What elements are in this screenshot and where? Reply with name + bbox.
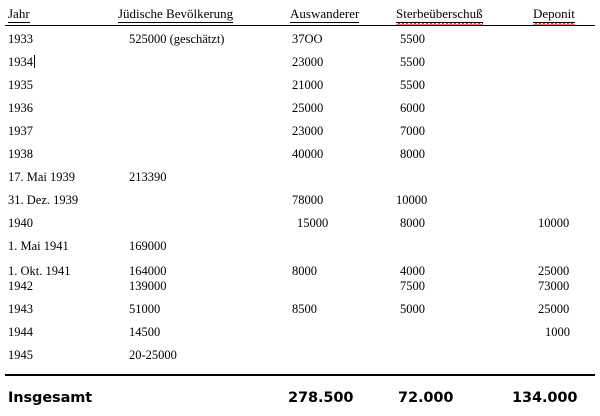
table-cell-jahr[interactable]: 1943 <box>8 302 33 316</box>
table-cell-deponit[interactable]: 73000 <box>538 279 570 293</box>
table-cell-bevoelkerung[interactable]: 20-25000 <box>129 348 177 362</box>
table-cell-auswanderer[interactable]: 40000 <box>292 147 324 161</box>
table-cell-sterbeueberschuss[interactable]: 5500 <box>400 32 425 46</box>
table-cell-jahr[interactable]: 1942 <box>8 279 33 293</box>
totals-sterbeueberschuss: 72.000 <box>398 390 454 406</box>
table-cell-sterbeueberschuss[interactable]: 4000 <box>400 264 425 278</box>
column-header-sterbeueberschuss-label: Sterbeüberschuß <box>396 6 483 21</box>
table-cell-sterbeueberschuss[interactable]: 8000 <box>400 216 425 230</box>
header-rule <box>5 25 595 26</box>
table-cell-sterbeueberschuss[interactable]: 5500 <box>400 78 425 92</box>
table-cell-jahr[interactable]: 1935 <box>8 78 33 92</box>
table-cell-sterbeueberschuss[interactable]: 5500 <box>400 55 425 69</box>
column-header-juedische-bevoelkerung-label: Jüdische Bevölkerung <box>118 6 234 21</box>
table-cell-sterbeueberschuss[interactable]: 5000 <box>400 302 425 316</box>
table-cell-jahr-text: 1934 <box>8 55 33 69</box>
column-header-deponit <box>533 6 575 23</box>
table-cell-jahr[interactable]: 1. Mai 1941 <box>8 239 69 253</box>
table-cell-jahr[interactable]: 1. Okt. 1941 <box>8 264 71 278</box>
column-header-sterbeueberschuss <box>396 6 483 23</box>
table-cell-auswanderer[interactable]: 8500 <box>292 302 317 316</box>
table-cell-auswanderer[interactable]: 23000 <box>292 124 324 138</box>
table-cell-bevoelkerung[interactable]: 169000 <box>129 239 167 253</box>
text-cursor <box>34 55 35 68</box>
totals-deponit: 134.000 <box>512 390 578 406</box>
table-cell-deponit[interactable]: 1000 <box>545 325 570 339</box>
table-cell-bevoelkerung[interactable]: 213390 <box>129 170 167 184</box>
table-cell-sterbeueberschuss[interactable]: 8000 <box>400 147 425 161</box>
table-cell-auswanderer[interactable]: 25000 <box>292 101 324 115</box>
table-cell-jahr[interactable]: 1933 <box>8 32 33 46</box>
column-header-deponit-label: Deponit <box>533 6 575 21</box>
table-cell-bevoelkerung[interactable]: 164000 <box>129 264 167 278</box>
totals-rule <box>5 374 595 376</box>
table-cell-bevoelkerung[interactable]: 51000 <box>129 302 161 316</box>
column-header-auswanderer-label: Auswanderer <box>290 6 360 21</box>
table-cell-auswanderer[interactable]: 37OO <box>292 32 323 46</box>
table-cell-auswanderer[interactable]: 8000 <box>292 264 317 278</box>
table-cell-jahr[interactable] <box>8 55 35 69</box>
table-cell-sterbeueberschuss[interactable]: 7500 <box>400 279 425 293</box>
table-cell-jahr[interactable]: 31. Dez. 1939 <box>8 193 79 207</box>
table-cell-auswanderer[interactable]: 15000 <box>297 216 329 230</box>
table-cell-jahr[interactable]: 1940 <box>8 216 33 230</box>
column-header-jahr-label: Jahr <box>8 6 30 21</box>
table-cell-auswanderer[interactable]: 78000 <box>292 193 324 207</box>
table-cell-deponit[interactable]: 25000 <box>538 302 570 316</box>
table-cell-jahr[interactable]: 1945 <box>8 348 33 362</box>
table-cell-jahr[interactable]: 17. Mai 1939 <box>8 170 76 184</box>
table-cell-sterbeueberschuss[interactable]: 6000 <box>400 101 425 115</box>
column-header-jahr <box>8 6 30 23</box>
table-cell-bevoelkerung[interactable]: 139000 <box>129 279 167 293</box>
table-cell-sterbeueberschuss[interactable]: 7000 <box>400 124 425 138</box>
table-cell-sterbeueberschuss[interactable]: 10000 <box>396 193 428 207</box>
table-cell-jahr[interactable]: 1936 <box>8 101 33 115</box>
totals-label: Insgesamt <box>8 390 93 406</box>
table-cell-jahr[interactable]: 1938 <box>8 147 33 161</box>
table-cell-auswanderer[interactable]: 23000 <box>292 55 324 69</box>
column-header-auswanderer <box>290 6 359 23</box>
table-cell-bevoelkerung[interactable]: 525000 (geschätzt) <box>129 32 225 46</box>
table-cell-jahr[interactable]: 1937 <box>8 124 33 138</box>
totals-auswanderer: 278.500 <box>288 390 354 406</box>
table-cell-deponit[interactable]: 25000 <box>538 264 570 278</box>
table-cell-jahr[interactable]: 1944 <box>8 325 33 339</box>
table-cell-deponit[interactable]: 10000 <box>538 216 570 230</box>
table-cell-bevoelkerung[interactable]: 14500 <box>129 325 161 339</box>
column-header-juedische-bevoelkerung <box>118 6 233 23</box>
table-cell-auswanderer[interactable]: 21000 <box>292 78 324 92</box>
